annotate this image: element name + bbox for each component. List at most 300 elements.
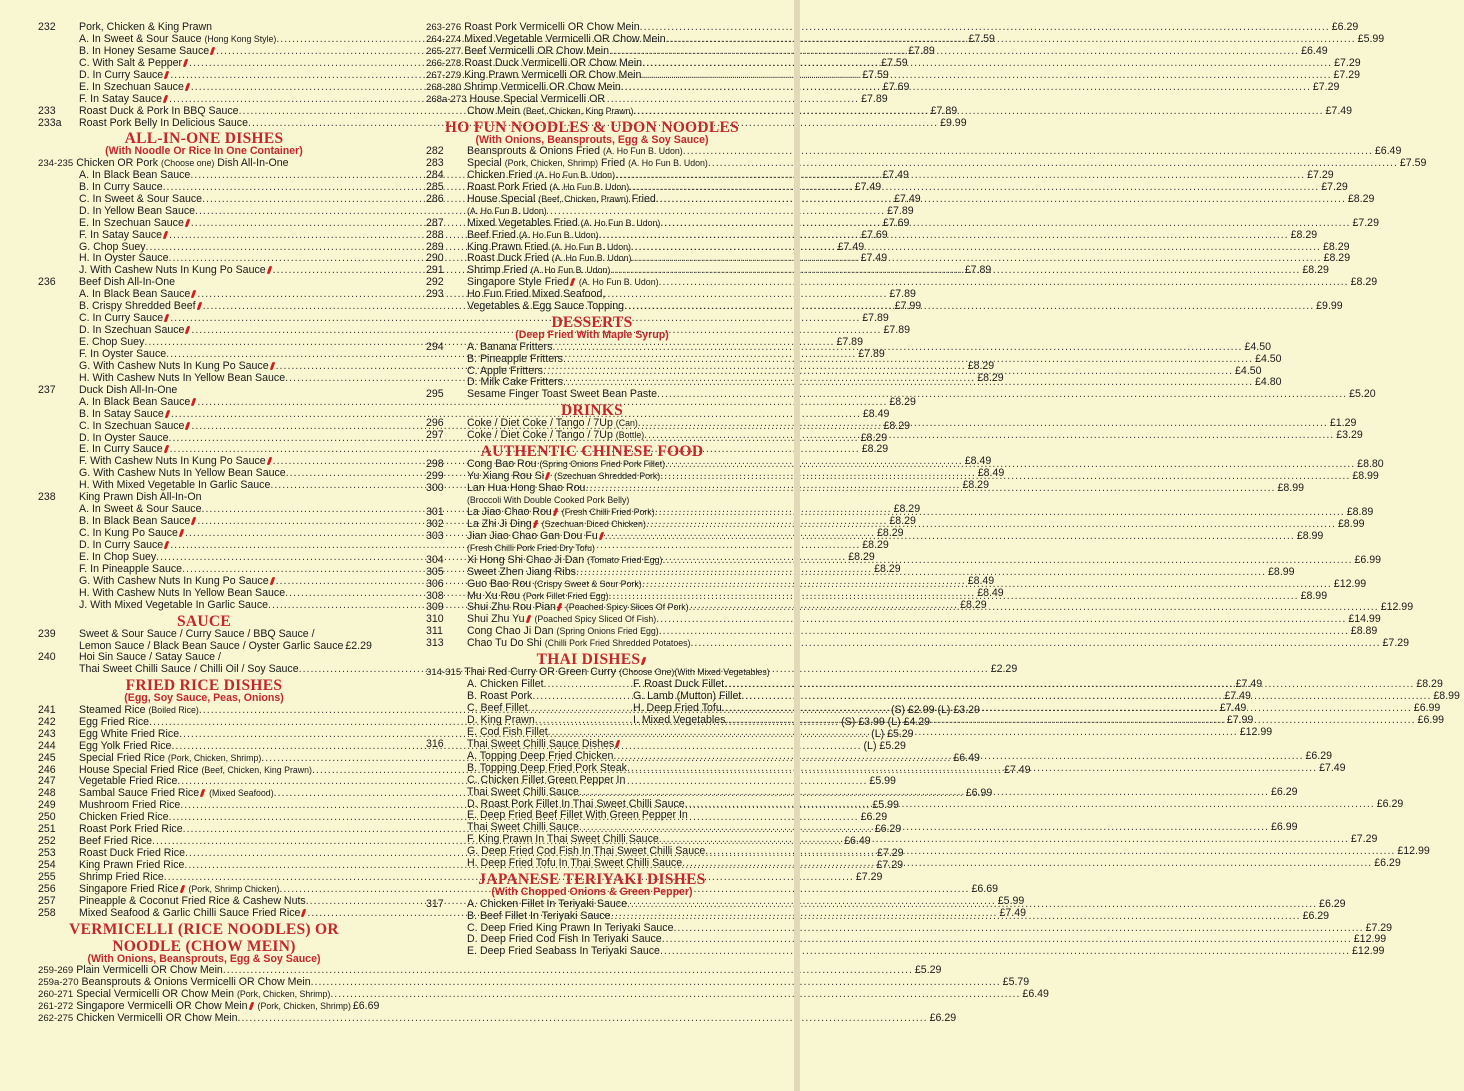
- item-price: £8.29: [848, 550, 875, 563]
- item-price: £6.29: [874, 823, 902, 836]
- item-price: £2.29: [990, 663, 1018, 676]
- section-subheading: (With Onions, Beansprouts, Egg & Soy Sauce): [87, 952, 321, 965]
- section-heading: JAPANESE TERIYAKI DISHES: [478, 871, 706, 889]
- item-name: D. King Prawn: [467, 713, 535, 726]
- item-price: £7.29: [1352, 216, 1379, 229]
- item-number: [38, 170, 79, 182]
- item-number: [426, 703, 467, 715]
- item-number: [426, 679, 467, 691]
- menu-row: [38, 1011, 957, 1025]
- section-heading: SAUCE: [176, 612, 232, 630]
- item-price: £7.29: [1307, 168, 1334, 181]
- item-name-text: E. Chop Suey: [79, 336, 145, 348]
- item-name-text: House Special Fried Rice: [79, 763, 199, 776]
- section-heading: AUTHENTIC CHINESE FOOD: [480, 443, 704, 461]
- item-note: (Spring Onions Fried Pork Fillet): [539, 459, 666, 470]
- item-number: [38, 397, 79, 409]
- item-price: £7.99: [1226, 713, 1254, 726]
- item-number: [426, 834, 467, 846]
- chilli-icon: [164, 71, 170, 79]
- item-name-text: B. Topping Deep Fried Pork Steak: [467, 761, 627, 774]
- item-name-text: Beef Fried Rice: [79, 835, 153, 848]
- item-price: £8.99: [1352, 470, 1379, 483]
- item-number: [426, 715, 467, 727]
- item-number: 263-276: [426, 22, 462, 33]
- item-name-text: Shrimp Vermicelli OR Chow Mein: [464, 80, 621, 93]
- item-number: [426, 751, 467, 763]
- item-price: £9.99: [1316, 300, 1343, 313]
- item-number: 282: [426, 145, 444, 157]
- item-number: 287: [426, 216, 444, 229]
- item-price: £8.80: [1357, 458, 1384, 471]
- item-name-text: Shui Zhu Yu: [467, 613, 525, 626]
- leader-dots: [621, 82, 1311, 94]
- item-number: 305: [426, 565, 444, 578]
- item-name-text: Special: [467, 156, 502, 169]
- item-number: [38, 313, 79, 325]
- item-price: £9.99: [940, 116, 967, 129]
- item-name-text: Thai Red Curry OR Green Curry: [464, 666, 617, 679]
- item-price: £5.20: [1349, 388, 1376, 401]
- item-number: 236: [38, 276, 56, 289]
- menu-row: [426, 637, 1410, 650]
- item-price: £6.49: [1374, 145, 1402, 157]
- item-number: 247: [38, 775, 56, 788]
- item-price: £7.89: [861, 92, 888, 105]
- section-subheading: (With Noodle Or Rice In One Container): [105, 145, 303, 158]
- item-name-text: Fried: [601, 156, 626, 169]
- item-number: [38, 289, 79, 301]
- item-number: 242: [38, 715, 56, 728]
- item-note: (Szechuan Shredded Pork): [554, 471, 661, 482]
- item-name-text: Yu Xiang Rou Si: [467, 470, 545, 483]
- item-name-text: Chicken OR Pork: [76, 156, 159, 169]
- item-number: [38, 70, 79, 82]
- chilli-icon: [545, 472, 551, 480]
- leader-dots: [656, 194, 1346, 206]
- item-number: [38, 253, 79, 265]
- item-name-text: Roast Duck Vermicelli OR Chow Mein: [464, 56, 643, 69]
- item-number: 248: [38, 787, 56, 800]
- item-price: £8.99: [1277, 482, 1304, 495]
- item-name-text: Lan Hua Hong Shao Rou: [467, 482, 586, 495]
- item-number: [426, 846, 467, 858]
- chilli-icon: [164, 541, 170, 549]
- item-number: [38, 182, 79, 194]
- section-heading: NOODLE (CHOW MEIN): [112, 937, 296, 955]
- item-name-text: Chicken Fried: [467, 168, 533, 181]
- item-price: £2.29: [345, 639, 372, 652]
- leader-dots: [657, 389, 1347, 401]
- item-number: 284: [426, 168, 444, 181]
- menu-row: [426, 945, 1385, 958]
- item-price: £6.99: [1354, 553, 1382, 566]
- item-name-text: Thai Sweet Chilli Sauce: [467, 821, 579, 834]
- item-number: 253: [38, 847, 56, 860]
- item-note: (Pork, Chicken, Shrimp): [236, 989, 331, 1000]
- item-name-text: House Special: [467, 192, 536, 205]
- item-name-text: Roast Pork Fried: [467, 180, 547, 193]
- item-number: 311: [426, 625, 443, 638]
- chilli-icon: [598, 532, 604, 540]
- item-name-text: Special Fried Rice: [79, 751, 165, 764]
- item-price: £8.29: [977, 371, 1004, 384]
- item-name-text: B. Crispy Shredded Beef: [79, 300, 196, 313]
- item-price: £7.89: [889, 288, 916, 301]
- item-price: £8.29: [960, 598, 987, 611]
- item-name-text: Roast Duck Fried: [467, 252, 549, 265]
- item-price: £7.29: [876, 859, 903, 871]
- item-price: (L) £5.29: [863, 739, 906, 752]
- chilli-icon: [185, 219, 191, 227]
- item-number: 256: [38, 882, 56, 895]
- item-number: [426, 301, 467, 313]
- item-number: 296: [426, 417, 444, 430]
- item-note: (A. Ho Fun B. Udon): [467, 205, 547, 216]
- item-name-text: Roast Pork Fried Rice: [79, 823, 183, 836]
- item-price: £8.99: [1337, 517, 1365, 530]
- section-heading: DESSERTS: [551, 314, 633, 332]
- leader-dots: [563, 354, 1253, 366]
- item-price: £7.89: [887, 204, 914, 217]
- item-number: [38, 301, 79, 313]
- item-price: (L) £5.29: [871, 727, 914, 740]
- item-name-text: J. With Cashew Nuts In Kung Po Sauce: [79, 264, 266, 277]
- item-number: [38, 528, 79, 540]
- chilli-icon: [210, 47, 216, 55]
- item-name-text: H. Deep Fried Tofu In Thai Sweet Chilli Sauce: [467, 857, 683, 870]
- chilli-icon: [301, 909, 307, 917]
- item-price: £14.99: [1348, 613, 1381, 626]
- item-number: 299: [426, 470, 444, 483]
- item-note: (Chilli Pork Fried Shredded Potatoes): [544, 638, 691, 649]
- item-number: [38, 361, 79, 373]
- item-number: 295: [426, 388, 444, 401]
- item-name-text: Shrimp Fried: [467, 264, 528, 277]
- item-name: [76, 1013, 237, 1025]
- chilli-icon: [525, 615, 531, 623]
- chilli-icon: [266, 266, 272, 274]
- item-name-text: Beef Fried: [467, 228, 516, 241]
- item-number: 314-315: [426, 667, 462, 679]
- item-name-text: C. Deep Fried King Prawn In Teriyaki Sauce: [467, 921, 674, 934]
- item-price: £8.29: [1323, 240, 1350, 253]
- section-heading-text: THAI DISHES: [536, 651, 641, 669]
- item-number: 234-235: [38, 157, 74, 169]
- leader-dots: [659, 277, 1349, 289]
- item-number: 238: [38, 491, 56, 504]
- item-note: (Poached Spicy Sliced Of Fish): [534, 614, 657, 625]
- item-number: [426, 775, 467, 787]
- item-number: 291: [426, 264, 444, 277]
- item-name-text: Sweet & Sour Sauce / Curry Sauce / BBQ Sauce /: [79, 627, 315, 640]
- item-number: [38, 576, 79, 588]
- item-price: £6.69: [971, 882, 998, 895]
- item-note: (Crispy Sweet & Sour Pork): [534, 578, 642, 589]
- item-price: £7.29: [855, 870, 883, 883]
- section-heading: VERMICELLI (RICE NOODLES) OR: [69, 920, 339, 938]
- item-price: £4.80: [1255, 376, 1282, 389]
- item-price: £7.29: [1382, 637, 1410, 650]
- item-name-text: A. In Sweet & Sour Sauce: [79, 503, 202, 516]
- item-name-text: Sambal Sauce Fried Rice: [79, 787, 200, 800]
- item-name-text: A. Topping Deep Fried Chicken: [467, 749, 614, 762]
- chilli-icon: [248, 1002, 254, 1010]
- item-price: £7.59: [968, 32, 995, 45]
- item-name: [467, 389, 657, 401]
- item-name-text: H. With Cashew Nuts In Yellow Bean Sauce: [79, 586, 286, 599]
- chilli-icon: [185, 326, 191, 334]
- item-price: £8.29: [893, 503, 921, 516]
- item-number: 286: [426, 192, 444, 205]
- item-name-text: Thai Sweet Chilli Sauce: [467, 785, 579, 798]
- item-name-text: Cong Bao Rou: [467, 458, 537, 471]
- item-number: [426, 763, 467, 775]
- item-price: £8.99: [1268, 565, 1295, 578]
- item-price: £7.59: [862, 68, 889, 81]
- item-price: £12.99: [1352, 945, 1385, 958]
- item-price: £8.29: [1302, 264, 1329, 277]
- item-price: £7.89: [858, 347, 885, 360]
- item-price: £8.89: [1346, 505, 1374, 518]
- item-name-text: G. Chop Suey: [79, 240, 146, 253]
- item-name-text: F. In Satay Sauce: [79, 92, 163, 105]
- item-name-text: D. Milk Cake Fritters: [467, 376, 563, 389]
- chilli-icon: [532, 520, 538, 528]
- item-note: (Boiled Rice): [148, 704, 199, 715]
- item-note: (A. Ho Fun B. Udon): [530, 265, 611, 276]
- item-price: £8.89: [1350, 625, 1378, 638]
- item-number: [426, 799, 467, 811]
- item-price: £7.59: [1399, 156, 1427, 169]
- item-name: [467, 106, 633, 118]
- item-name-text: Pineapple & Coconut Fried Rice & Cashew Nuts: [79, 894, 306, 907]
- item-price: £6.29: [1319, 897, 1346, 910]
- item-number: 233a: [38, 116, 62, 129]
- item-name: H. Deep Fried Tofu: [633, 702, 722, 714]
- leader-dots: [642, 579, 1332, 591]
- item-price: £8.29: [1347, 192, 1375, 205]
- leader-dots: [627, 899, 1317, 911]
- item-name: [79, 118, 248, 130]
- item-name-text: Chicken Vermicelli OR Chow Mein: [76, 1011, 238, 1024]
- page-edge: [794, 0, 800, 1091]
- item-price: £6.49: [1301, 44, 1328, 57]
- item-name-text: E. In Szechuan Sauce: [79, 216, 184, 229]
- item-name-text: B. In Honey Sesame Sauce: [79, 44, 210, 57]
- item-number: 239: [38, 627, 56, 640]
- item-price: £3.29: [1336, 429, 1363, 442]
- item-name-text: E. In Curry Sauce: [79, 443, 163, 456]
- item-note: (Mixed Seafood): [209, 788, 274, 799]
- item-name-text: D. In Oyster Sauce: [79, 431, 169, 444]
- item-note: (Spring Onions Fried Egg): [556, 626, 659, 637]
- item-note: (Beef, Chicken, King Prawn): [522, 105, 634, 116]
- item-price: £8.29: [883, 419, 911, 432]
- item-number: [38, 433, 79, 445]
- item-price: £4.50: [1244, 340, 1271, 353]
- item-note: (A. Ho Fun B. Udon): [628, 157, 708, 168]
- item-name-text: G. With Cashew Nuts In Kung Po Sauce: [79, 359, 269, 372]
- chilli-icon: [570, 278, 576, 286]
- item-name-text: Roast Pork Vermicelli OR Chow Mein: [464, 21, 640, 33]
- item-name-text: H. In Oyster Sauce: [79, 252, 169, 265]
- item-price: £6.49: [1022, 988, 1049, 1001]
- chilli-icon: [641, 657, 647, 665]
- item-number: [426, 787, 467, 799]
- item-number: [426, 946, 467, 958]
- item-number: 232: [38, 21, 56, 33]
- item-note: (Beef, Chicken, Prawn): [538, 193, 629, 204]
- item-number: 302: [426, 517, 444, 530]
- leader-dots: [576, 567, 1266, 579]
- chilli-icon: [557, 603, 563, 611]
- item-price: (S) £3.99 (L) £4.29: [841, 715, 931, 728]
- item-note: (A. Ho Fun B. Udon): [551, 253, 632, 264]
- item-note: (Pork Fillet Fried Egg): [522, 590, 609, 601]
- item-name-text: Xi Hong Shi Chao Ji Dan: [467, 553, 585, 566]
- item-number: [38, 552, 79, 564]
- item-name: [467, 301, 624, 313]
- item-name-text: H. With Mixed Vegetable In Garlic Sauce: [79, 479, 271, 492]
- item-name-text: B. In Curry Sauce: [79, 180, 163, 193]
- item-price: £6.29: [1331, 21, 1359, 33]
- leader-dots: [660, 218, 1350, 230]
- item-name-text: King Prawn Fried: [467, 240, 549, 253]
- item-name-text: C. In Curry Sauce: [79, 312, 164, 325]
- item-number: 265-277: [426, 45, 462, 57]
- item-name-text: Fried: [631, 192, 656, 205]
- item-price: £1.29: [1329, 417, 1357, 430]
- item-name: G. Lamb (Mutton) Fillet: [633, 690, 742, 703]
- item-price: £7.89: [883, 324, 911, 337]
- item-price: £8.49: [862, 407, 890, 420]
- item-price: £6.69: [352, 1000, 380, 1012]
- item-number: [426, 691, 467, 703]
- item-name-text: King Prawn Vermicelli OR Chow Mein: [464, 68, 642, 81]
- item-name-text: B. Beef Fillet In Teriyaki Sauce: [467, 909, 611, 922]
- item-price: £8.29: [962, 479, 989, 492]
- item-note: (Pork, Shrimp Chicken): [188, 883, 280, 894]
- leader-dots: [624, 301, 1314, 313]
- item-name-text: Beef Dish All-In-One: [79, 276, 175, 289]
- item-number: 266-278: [426, 57, 462, 69]
- section-subheading: (Egg, Soy Sauce, Peas, Onions): [124, 692, 284, 705]
- leader-dots: [682, 858, 1372, 870]
- item-note: (A. Ho Fun B. Udon): [603, 146, 683, 156]
- item-name-text: D. Deep Fried Cod Fish In Teriyaki Sauce: [467, 933, 662, 946]
- item-number: 252: [38, 835, 56, 848]
- item-name-text: A. Banana Fritters: [467, 340, 553, 353]
- item-note: (A. Ho Fun B. Udon): [518, 229, 599, 240]
- item-note: (Pork, Chicken, Shrimp): [257, 1001, 351, 1011]
- item-price: £7.29: [1365, 921, 1393, 934]
- item-name-text: F. King Prawn In Thai Sweet Chilli Sauce: [467, 833, 659, 846]
- leader-dots: [685, 799, 1375, 811]
- item-number: [38, 516, 79, 528]
- item-name-text: F. In Oyster Sauce: [79, 347, 167, 360]
- item-name: [79, 908, 307, 920]
- item-price: £4.50: [1235, 364, 1262, 377]
- item-number: 249: [38, 799, 56, 812]
- item-number: 297: [426, 429, 444, 442]
- item-name-text: Beansprouts & Onions Fried: [467, 145, 601, 157]
- section-heading: [426, 652, 758, 667]
- item-number: 258: [38, 906, 56, 919]
- item-price: £8.29: [1350, 276, 1378, 289]
- item-price: £7.29: [1321, 180, 1348, 193]
- item-name-text: A. In Sweet & Sour Sauce: [79, 32, 202, 45]
- item-price: £12.99: [1397, 845, 1430, 858]
- item-name-text: Egg Fried Rice: [79, 715, 150, 728]
- chilli-icon: [269, 577, 275, 585]
- item-name-text: King Prawn Fried Rice: [79, 859, 185, 871]
- item-number: 260-271: [38, 989, 74, 1001]
- item-name-text: Sweet Zhen Jiang Ribs: [467, 565, 576, 578]
- item-number: 262-275: [38, 1012, 74, 1024]
- item-price: £5.79: [1002, 976, 1030, 989]
- item-name-text: Beef Vermicelli OR Chow Mein: [464, 44, 610, 57]
- item-price: £4.50: [1255, 352, 1282, 365]
- item-name: [467, 430, 644, 442]
- item-name-text: E. In Chop Suey: [79, 550, 157, 563]
- item-name: [467, 483, 585, 495]
- item-number: 243: [38, 727, 56, 740]
- item-name-text: Chow Mein: [467, 104, 520, 117]
- item-name-text: G. With Cashew Nuts In Kung Po Sauce: [79, 574, 269, 587]
- item-name-text: Roast Duck Fried Rice: [79, 847, 185, 860]
- item-name-text: A. In Black Bean Sauce: [79, 168, 191, 181]
- item-number: 306: [426, 577, 444, 590]
- item-note: (A. Ho Fun B. Udon): [551, 241, 631, 252]
- item-price: £12.99: [1333, 577, 1367, 590]
- item-name-text: Mixed Vegetables Fried: [467, 216, 578, 229]
- section-subheading: (With Chopped Onions & Green Pepper): [491, 886, 693, 899]
- item-note: (A. Ho Fun B. Udon): [578, 277, 659, 288]
- item-name-text: Special Vermicelli OR Chow Mein: [76, 988, 235, 1001]
- item-name-text: F. With Cashew Nuts In Kung Po Sauce: [79, 455, 266, 468]
- chilli-icon: [164, 314, 170, 322]
- section-heading: DRINKS: [560, 402, 624, 420]
- item-price: £8.49: [977, 467, 1005, 480]
- item-note: (Broccoli With Double Cooked Pork Belly): [467, 495, 630, 505]
- item-number: [38, 468, 79, 480]
- item-number: 261-272: [38, 1001, 74, 1012]
- chilli-icon: [196, 302, 202, 310]
- item-name-text: F. In Pineapple Sauce: [79, 562, 183, 575]
- item-number: [38, 444, 79, 456]
- item-price: £7.69: [882, 80, 910, 93]
- menu-row: [426, 388, 1376, 401]
- item-number: [38, 564, 79, 576]
- item-name-text: D. In Curry Sauce: [79, 68, 164, 81]
- item-name-text: Steamed Rice: [79, 703, 146, 716]
- leader-dots: [330, 989, 1020, 1001]
- item-name-text: Singapore Fried Rice: [79, 882, 179, 895]
- item-note: (Choose One)(With Mixed Vegetables): [619, 667, 770, 678]
- item-name: F. Roast Duck Fillet: [633, 678, 725, 691]
- chilli-icon: [191, 517, 197, 525]
- item-number: [38, 456, 79, 468]
- item-price: £6.99: [1413, 702, 1441, 714]
- item-price: £7.99: [894, 300, 922, 313]
- item-name-text: A. In Black Bean Sauce: [79, 395, 191, 408]
- item-name: [467, 946, 660, 958]
- item-name-text: G. Deep Fried Cod Fish In Thai Sweet Chilli Sauce: [467, 845, 706, 858]
- item-price: £7.29: [877, 847, 904, 860]
- item-note: (Beef, Chicken, King Prawn): [201, 764, 312, 775]
- leader-dots: [238, 1013, 928, 1025]
